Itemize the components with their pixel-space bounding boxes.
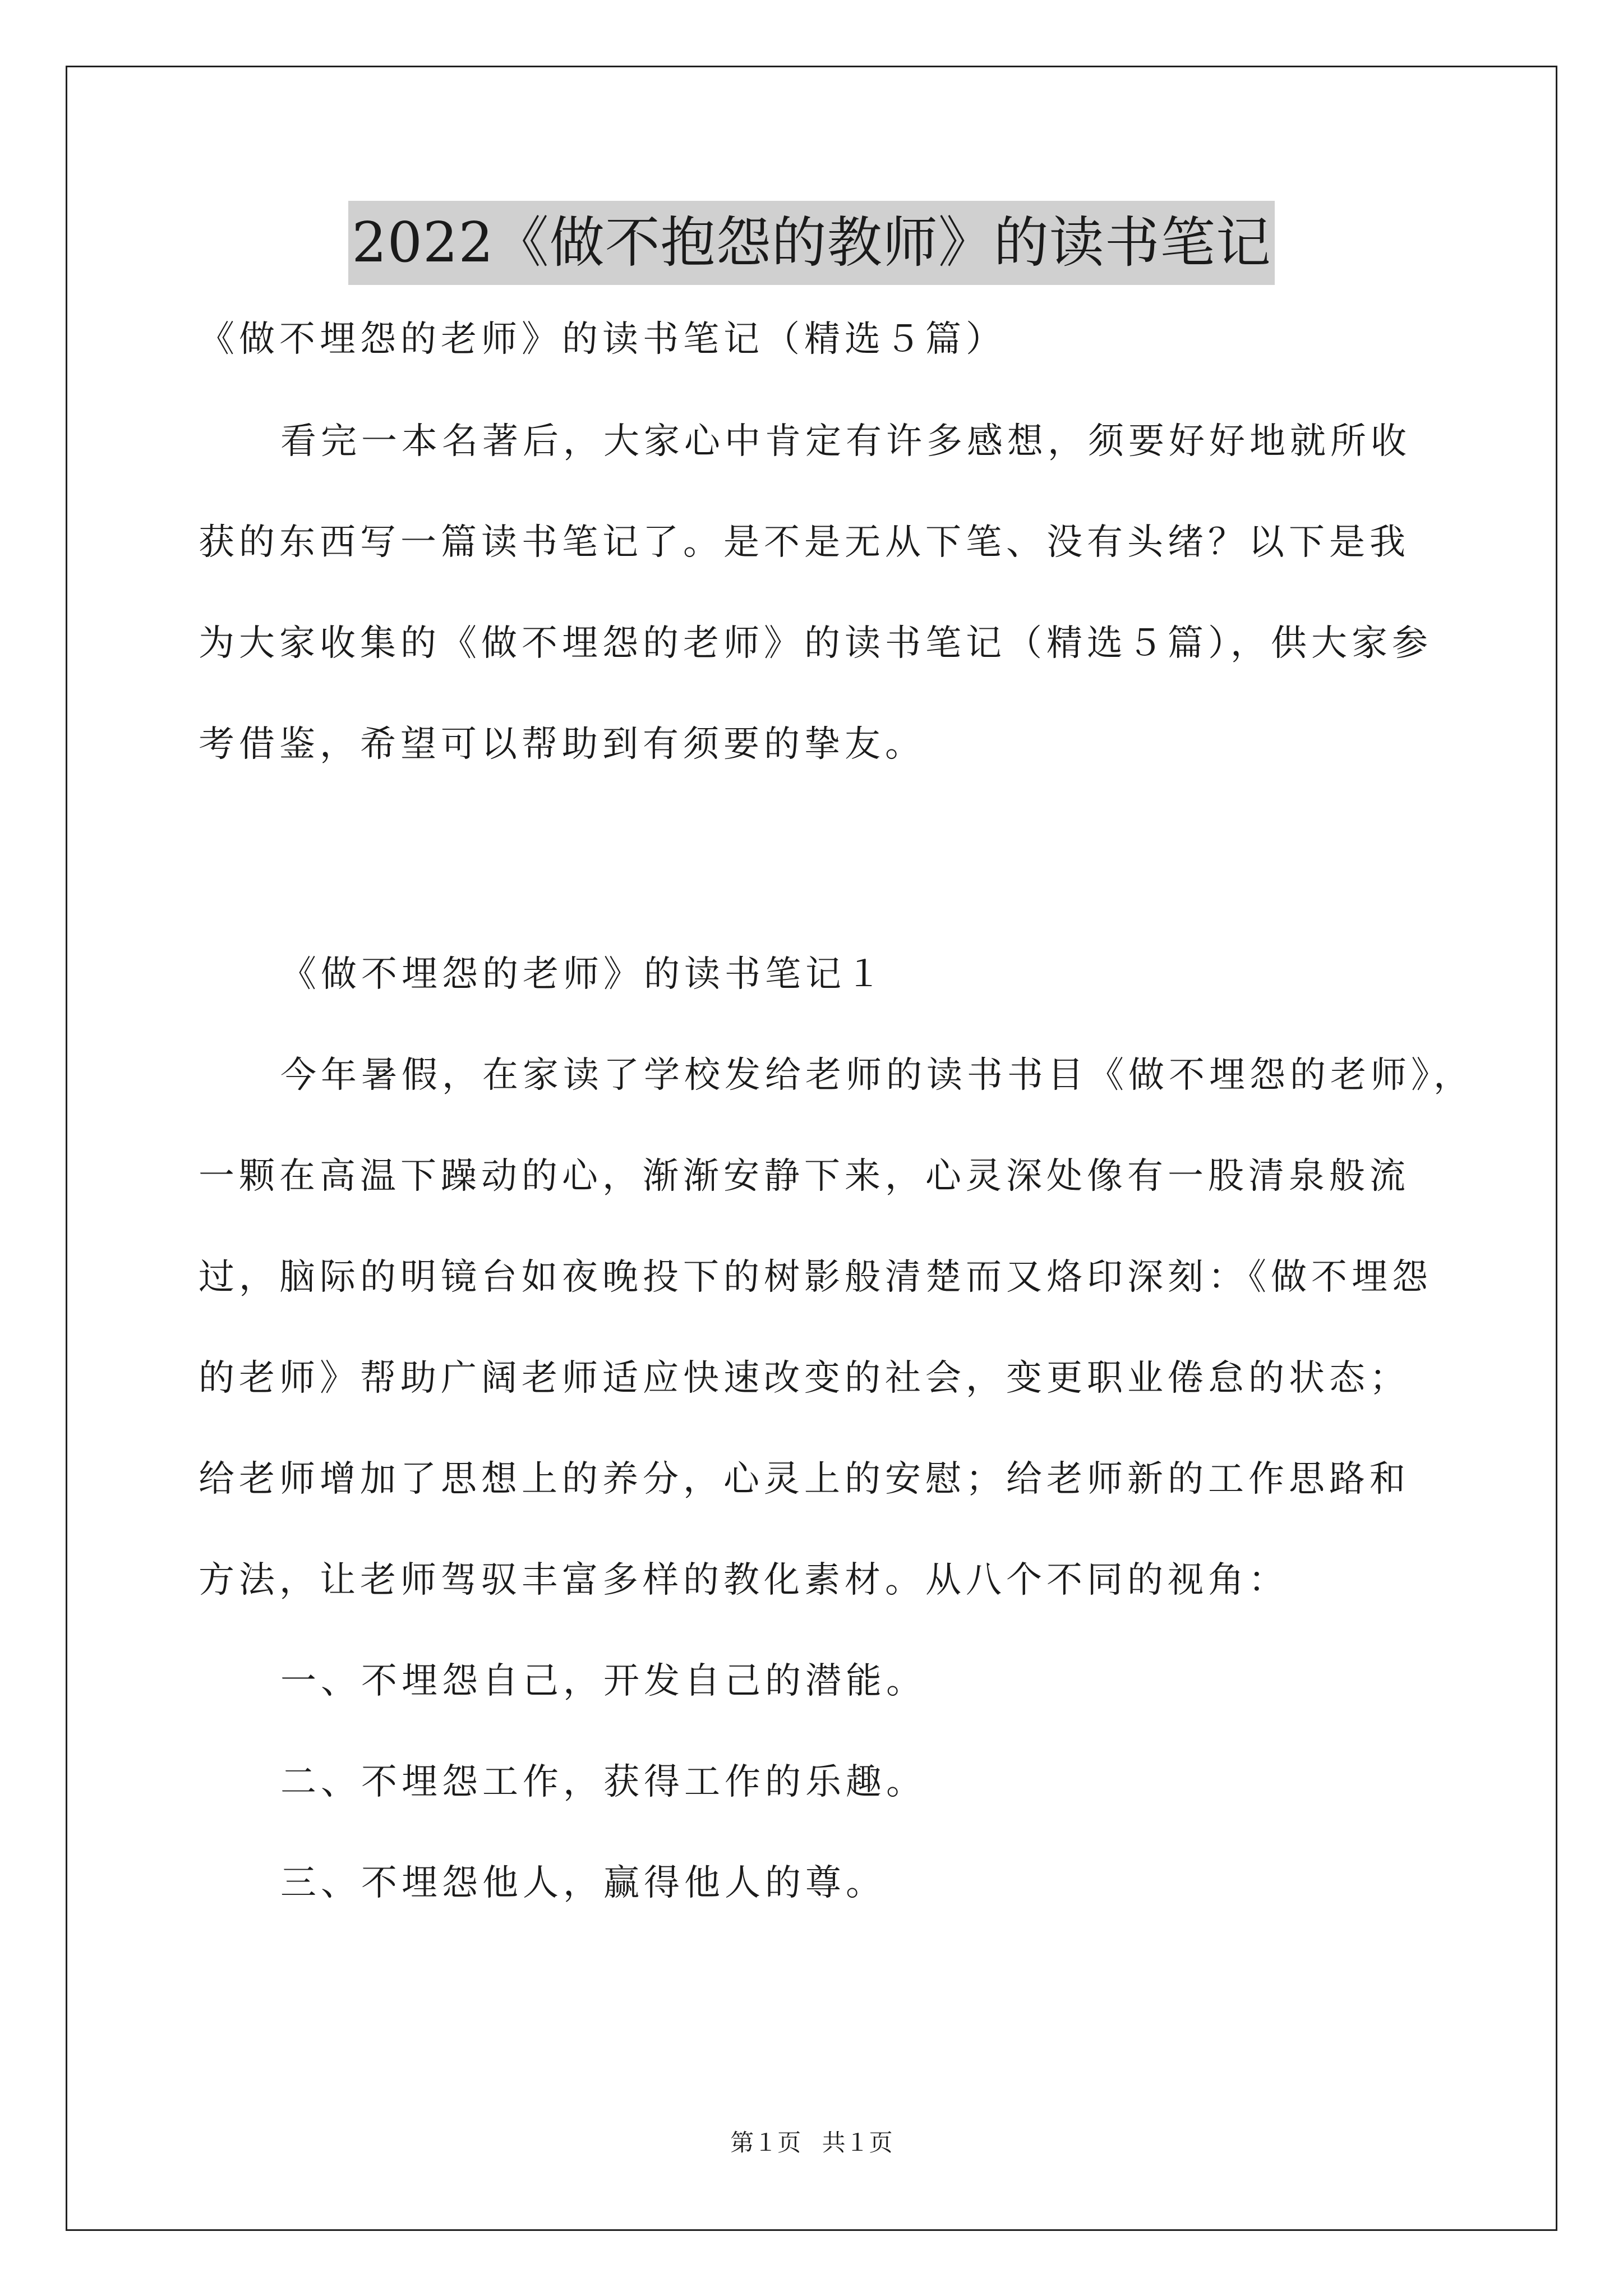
body-line-5: 给老师增加了思想上的养分，心灵上的安慰；给老师新的工作思路和: [199, 1458, 1410, 1500]
page-number: 第１页: [730, 2129, 801, 2156]
document-title: 2022《做不抱怨的教师》的读书笔记: [348, 201, 1274, 285]
intro-line-1: 看完一本名著后，大家心中肯定有许多感想，须要好好地就所收: [280, 421, 1411, 462]
page-footer: [0, 2126, 1623, 2160]
body-line-4: 的老师》帮助广阔老师适应快速改变的社会，变更职业倦怠的状态；: [199, 1358, 1410, 1399]
intro-line-3: 为大家收集的《做不埋怨的老师》的读书笔记（精选５篇），供大家参: [199, 623, 1432, 664]
intro-line-2: 获的东西写一篇读书笔记了。是不是无从下笔、没有头绪？以下是我: [199, 522, 1410, 563]
title-wrap: [0, 201, 1623, 285]
body-line-1: 今年暑假，在家读了学校发给老师的读书书目《做不埋怨的老师》，: [280, 1055, 1474, 1096]
section-heading: 《做不埋怨的老师》的读书笔记１: [280, 954, 886, 995]
body-line-3: 过，脑际的明镜台如夜晚投下的树影般清楚而又烙印深刻：《做不埋怨: [199, 1257, 1432, 1298]
list-item-1: 一、不埋怨自己，开发自己的潜能。: [280, 1660, 926, 1702]
list-item-3: 三、不埋怨他人，赢得他人的尊。: [280, 1862, 886, 1904]
body-line-2: 一颗在高温下躁动的心，渐渐安静下来，心灵深处像有一股清泉般流: [199, 1156, 1410, 1197]
page-total: 共１页: [822, 2129, 893, 2156]
intro-line-4: 考借鉴，希望可以帮助到有须要的挚友。: [199, 724, 925, 765]
document-subtitle: 《做不埋怨的老师》的读书笔记（精选５篇）: [199, 319, 1006, 360]
body-line-6: 方法，让老师驾驭丰富多样的教化素材。从八个不同的视角：: [199, 1559, 1289, 1601]
list-item-2: 二、不埋怨工作，获得工作的乐趣。: [280, 1761, 926, 1803]
